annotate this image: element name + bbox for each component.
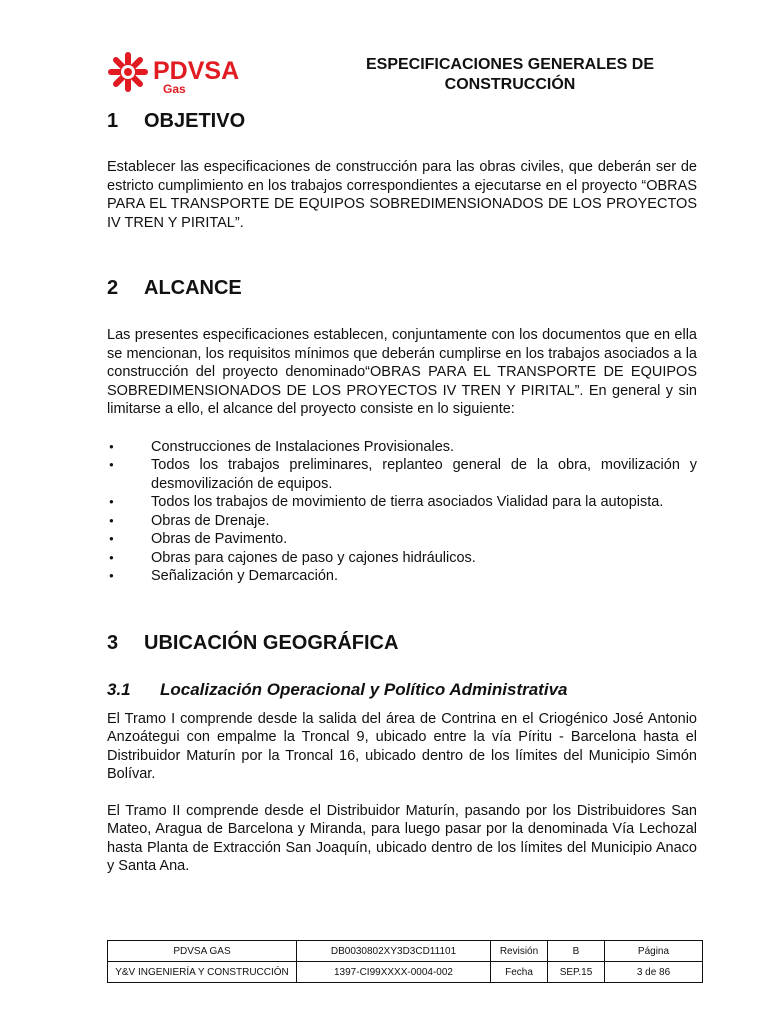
list-item: ● Obras de Drenaje. xyxy=(107,512,697,531)
footer-date-value: SEP.15 xyxy=(548,962,605,983)
subsection-3-1-heading xyxy=(107,680,697,700)
footer-company: PDVSA GAS xyxy=(108,941,297,962)
table-row xyxy=(108,962,703,983)
section-3-number: 3 xyxy=(107,631,119,654)
document-title-line2: CONSTRUCCIÓN xyxy=(444,76,576,93)
section-2-paragraph: Las presentes especificaciones establecen, conjuntamente con los documentos que en ella se mencionan, los requisitos mínimos que deberán cumplirse en los trabajos asociados a la construcción del proyecto denominado“OBRAS PARA EL TRANSPORTE DE EQUIPOS SOBREDIMENSIONADOS DE LOS PROYECTOS IV TREN Y PIRITAL”. En general y sin limitarse a ello, el alcance del proyecto consiste en lo siguiente: xyxy=(107,327,697,417)
list-item: ● Todos los trabajos de movimiento de tierra asociados Vialidad para la autopista. xyxy=(107,493,697,512)
section-2-number: 2 xyxy=(107,277,119,299)
section-1-paragraph: Establecer las especificaciones de construcción para las obras civiles, que deberán ser de estricto cumplimiento en los trabajos correspondientes a ejecutarse en el proyecto “OBRAS PARA EL TRANSPORTE DE EQUIPOS SOBREDIMENSIONADOS DE LOS PROYECTOS IV TREN Y PIRITAL”. xyxy=(107,159,697,231)
section-1-heading xyxy=(107,110,697,133)
list-item: ● Obras para cajones de paso y cajones hidráulicos. xyxy=(107,549,697,568)
section-3-heading xyxy=(107,632,697,655)
list-item: ● Señalización y Demarcación. xyxy=(107,567,697,586)
list-item: ● Construcciones de Instalaciones Provisionales. xyxy=(107,438,697,457)
footer-date-label: Fecha xyxy=(491,962,548,983)
footer-page-value: 3 de 86 xyxy=(605,962,703,983)
footer-contract-code: 1397-CI99XXXX-0004-002 xyxy=(297,962,491,983)
logo-brand-text: PDVSA xyxy=(153,57,240,85)
logo-sub-text: Gas xyxy=(163,82,186,96)
footer-revision-value: B xyxy=(548,941,605,962)
subsection-3-1-paragraph-1: El Tramo I comprende desde la salida del área de Contrina en el Criogénico José Antonio Anzoátegui con empalme la Troncal 9, ubicado entre la vía Píritu - Barcelona hasta el Distribuidor Maturín por la Troncal 16, ubicado dentro de los límites del Municipio Simón Bolívar. xyxy=(107,710,697,782)
section-2-title: ALCANCE xyxy=(144,277,242,299)
document-title-line1: ESPECIFICACIONES GENERALES DE xyxy=(365,56,655,73)
page-header xyxy=(0,0,768,110)
subsection-3-1-paragraph-2: El Tramo II comprende desde el Distribuidor Maturín, pasando por los Distribuidores San Mateo, Aragua de Barcelona y Miranda, para luego pasar por la denominada Vía Lechozal hasta Planta de Extracción San Joaquín, ubicado dentro de los límites del Municipio Anaco y Santa Ana. xyxy=(107,802,697,874)
list-item: ● Obras de Pavimento. xyxy=(107,530,697,549)
footer-table xyxy=(107,940,703,983)
pdvsa-sun-icon xyxy=(106,50,150,94)
section-1-title: OBJETIVO xyxy=(144,110,246,132)
section-2-heading xyxy=(107,277,697,300)
subsection-3-1-number: 3.1 xyxy=(107,679,131,699)
scope-list xyxy=(107,438,697,586)
footer-contractor: Y&V INGENIERÍA Y CONSTRUCCIÓN xyxy=(108,962,297,983)
footer-doc-code: DB0030802XY3D3CD11101 xyxy=(297,941,491,962)
document-footer xyxy=(107,940,703,983)
footer-revision-label: Revisión xyxy=(491,941,548,962)
subsection-3-1-title: Localización Operacional y Político Administrativa xyxy=(160,679,568,699)
section-3-title: UBICACIÓN GEOGRÁFICA xyxy=(144,631,399,654)
list-item: ● Todos los trabajos preliminares, replanteo general de la obra, movilización y desmovilización de equipos. xyxy=(107,456,697,493)
pdvsa-logo xyxy=(106,50,261,100)
page-content xyxy=(107,110,697,876)
document-title xyxy=(320,55,700,95)
section-1-number: 1 xyxy=(107,110,119,132)
table-row xyxy=(108,941,703,962)
footer-page-label: Página xyxy=(605,941,703,962)
